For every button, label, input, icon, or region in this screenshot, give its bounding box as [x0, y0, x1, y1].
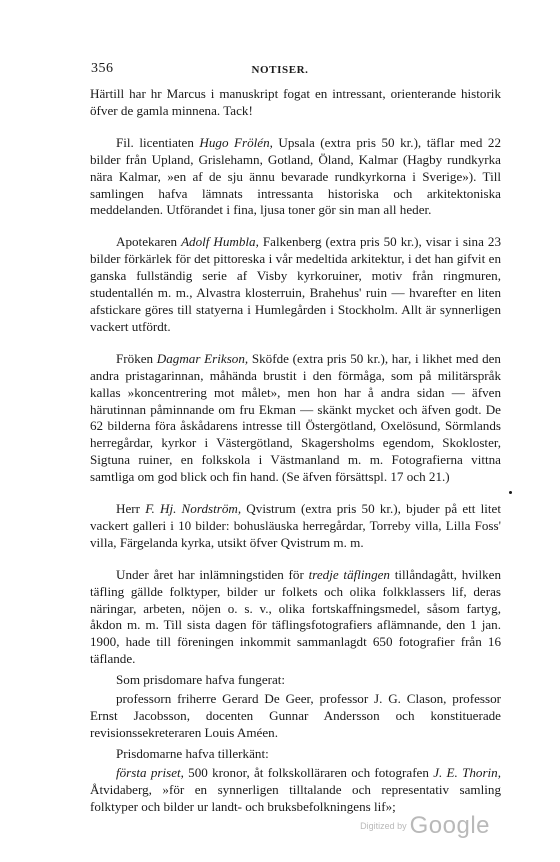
running-head: NOTISER. — [251, 64, 309, 76]
paragraph-judges-list: professorn friherre Gerard De Geer, professor J. G. Clason, professor Ernst Jacobsson, docenten Gunnar Andersson och konstituerade revisionssekreteraren Louis Améen. — [90, 691, 501, 740]
name-nordstrom: F. Hj. Nordström, — [145, 501, 242, 517]
emphasis-forsta-priset: första priset, — [116, 764, 184, 780]
paragraph-judges-intro: Som prisdomare hafva fungerat: — [116, 672, 286, 688]
paragraph-third-competition: Under året har inlämningstiden för tredje täflingen tillåndagått, hvilken täfling gällde folktyper, bilder ur folkets och olika folkklassers lif, deras näringar, arbeten, nöjen o. s. v., olika fortskaffningsmedel, såsom fartyg, åkdon m. m. Till sista dagen för täflingsfotografiers aflämnande, den 1 jan. 1900, hade till föreningen inkommit sammanlagdt 650 fotografier från 16 täflande. — [90, 566, 501, 667]
paragraph-nordstrom: Herr F. Hj. Nordström, Qvistrum (extra pris 50 kr.), bjuder på ett litet vackert galleri i 10 bilder: bohusläuska herregårdar, Torreby villa, Lilla Foss' villa, Färgelanda kyrka, utsikt öfver Qvistrum m. m. — [90, 501, 502, 550]
page-body — [90, 86, 501, 830]
name-dagmar-erikson: Dagmar Erikson, — [156, 350, 249, 366]
name-adolf-humbla: Adolf Humbla, — [181, 234, 259, 250]
paragraph-humbla: Apotekaren Adolf Humbla, Falkenberg (extra pris 50 kr.), visar i sina 23 bilder förkärlek för det pittoreska i vår medeltida arkitektur, i det han gifvit en ganska fullständig serie af Visby kyrkoruiner, motiv från ringmuren, studentallén m. m., Alvastra klosterruin, Brahehus' ruin — hvarefter en liten afstickare göres till statyerna i Humlegården i Stockholm. Allt är synnerligen vackert utfördt. — [90, 234, 501, 334]
digitized-watermark — [360, 812, 490, 840]
paragraph-first-prize: första priset, 500 kronor, åt folkskolläraren och fotografen J. E. Thorin, Åtvidaberg, »för en synnerligen tilltalande och representativ samling folktyper och bilder ur landt- och bruksbefolkningens lif»; — [90, 764, 501, 814]
paragraph-erikson: Fröken Dagmar Erikson, Sköfde (extra pris 50 kr.), har, i likhet med den andra pristagarinnan, måhända brustit i den förmåga, som på militärspråk kallas »koncentrering mot målet», men hon har å andra sidan — äfven härutinnan påminnande om fru Ekman — skänkt mycket och äfven godt. De 62 bilderna föra åskådarens intresse till Östergötland, Oxelösund, Sörmlands herregårdar, kyrkor i Västergötland, Skagersholms egendom, Skokloster, Sigtuna ruiner, en folkskola i Västmanland m. m. Fotografierna vittna samtliga om god blick och fin hand. (Se äfven försättspl. 17 och 21.) — [90, 350, 501, 485]
paragraph-marcus: Härtill har hr Marcus i manuskript fogat en intressant, orienterande historik öfver de gamla minnena. Tack! — [90, 86, 501, 118]
paragraph-awards-intro: Prisdomarne hafva tillerkänt: — [116, 745, 269, 761]
name-thorin: J. E. Thorin, — [433, 764, 501, 780]
google-logo: Google — [409, 812, 490, 839]
margin-dot — [509, 491, 512, 494]
watermark-prefix: Digitized by — [360, 821, 407, 831]
paragraph-frolen: Fil. licentiaten Hugo Frölén, Upsala (extra pris 50 kr.), täflar med 22 bilder från Upland, Grislehamn, Gotland, Öland, Kalmar (Hagby rundkyrka nära Kalmar, »en af de sju ännu bevarade rundkyrkorna i Sverige»). Till samlingen hafva lämnats intressanta historiska och arkitektoniska meddelanden. Utförandet i fina, ljusa toner gör sin man all heder. — [90, 134, 501, 218]
page-number: 356 — [91, 61, 114, 76]
name-hugo-frolen: Hugo Frölén, — [199, 134, 273, 150]
emphasis-tredje-taflingen: tredje täflingen — [308, 566, 390, 582]
